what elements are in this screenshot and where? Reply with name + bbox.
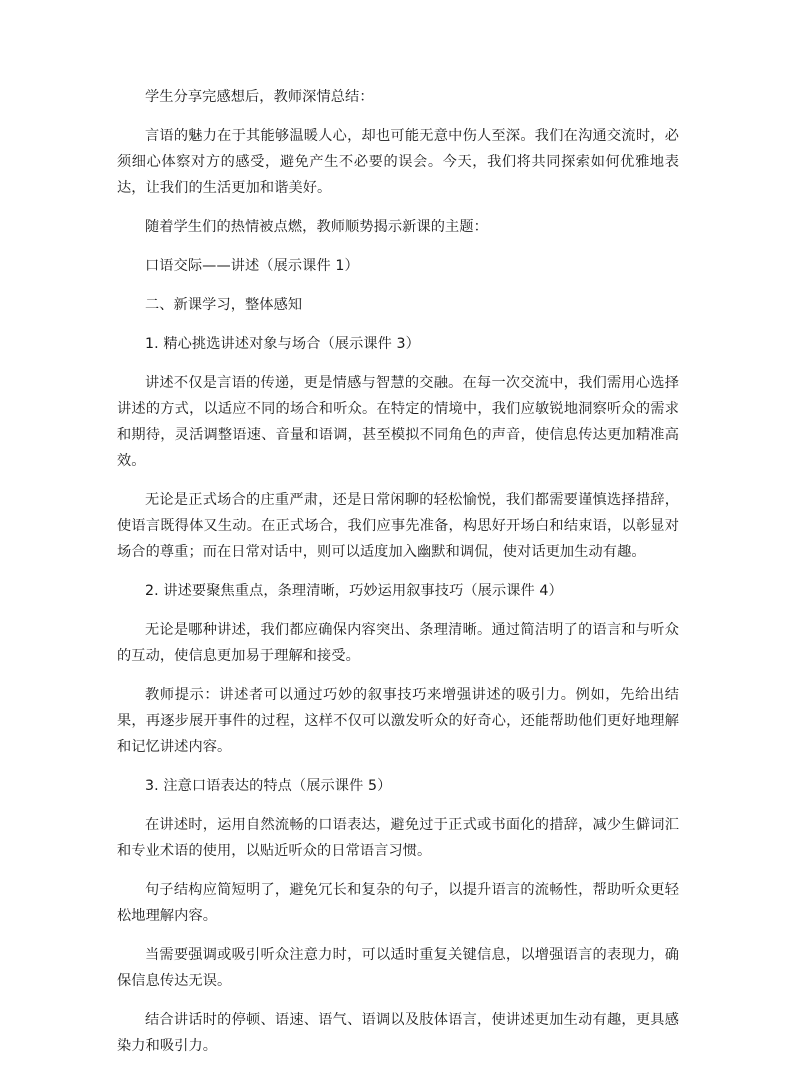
paragraph-reveal-topic: 随着学生们的热情被点燃，教师顺势揭示新课的主题：: [145, 219, 488, 235]
lesson-title: 口语交际——讲述（展示课件 1）: [145, 258, 359, 274]
subheading-1: 1. 精心挑选讲述对象与场合（展示课件 3）: [145, 336, 420, 352]
paragraph-short-sentences: 句子结构应简短明了，避免冗长和复杂的句子，以提升语言的流畅性，帮助听众更轻松地理解内容。: [117, 882, 679, 924]
paragraph-repetition: 当需要强调或吸引听众注意力时，可以适时重复关键信息，以增强语言的表现力，确保信息传达无误。: [117, 947, 679, 989]
paragraph-teacher-summary-intro: 学生分享完感想后，教师深情总结：: [145, 89, 374, 105]
paragraph-narration-essence: 讲述不仅是言语的传递，更是情感与智慧的交融。在每一次交流中，我们需用心选择讲述的方式，以适应不同的场合和听众。在特定的情境中，我们应敏锐地洞察听众的需求和期待，灵活调整语速、音量和语调，甚至模拟不同角色的声音，使信息传达更加精准高效。: [117, 375, 679, 469]
subheading-3: 3. 注意口语表达的特点（展示课件 5）: [145, 778, 392, 794]
subheading-2: 2. 讲述要聚焦重点，条理清晰，巧妙运用叙事技巧（展示课件 4）: [145, 583, 563, 599]
paragraph-occasion-wording: 无论是正式场合的庄重严肃，还是日常闲聊的轻松愉悦，我们都需要谨慎选择措辞，使语言既得体又生动。在正式场合，我们应事先准备，构思好开场白和结束语，以彰显对场合的尊重；而在日常对话中，则可以适度加入幽默和调侃，使对话更加生动有趣。: [117, 492, 679, 560]
paragraph-teacher-tip: 教师提示：讲述者可以通过巧妙的叙事技巧来增强讲述的吸引力。例如，先给出结果，再逐步展开事件的过程，这样不仅可以激发听众的好奇心，还能帮助他们更好地理解和记忆讲述内容。: [117, 687, 679, 755]
paragraph-focus-clarity: 无论是哪种讲述，我们都应确保内容突出、条理清晰。通过简洁明了的语言和与听众的互动，使信息更加易于理解和接受。: [117, 622, 679, 664]
paragraph-body-language: 结合讲话时的停顿、语速、语气、语调以及肢体语言，使讲述更加生动有趣，更具感染力和吸引力。: [117, 1012, 679, 1054]
document-page: [117, 84, 679, 1072]
paragraph-language-charm: 言语的魅力在于其能够温暖人心，却也可能无意中伤人至深。我们在沟通交流时，必须细心体察对方的感受，避免产生不必要的误会。今天，我们将共同探索如何优雅地表达，让我们的生活更加和谐美好。: [117, 128, 679, 196]
section-heading-new-lesson: 二、新课学习，整体感知: [145, 297, 303, 313]
paragraph-natural-speech: 在讲述时，运用自然流畅的口语表达，避免过于正式或书面化的措辞，减少生僻词汇和专业术语的使用，以贴近听众的日常语言习惯。: [117, 817, 679, 859]
